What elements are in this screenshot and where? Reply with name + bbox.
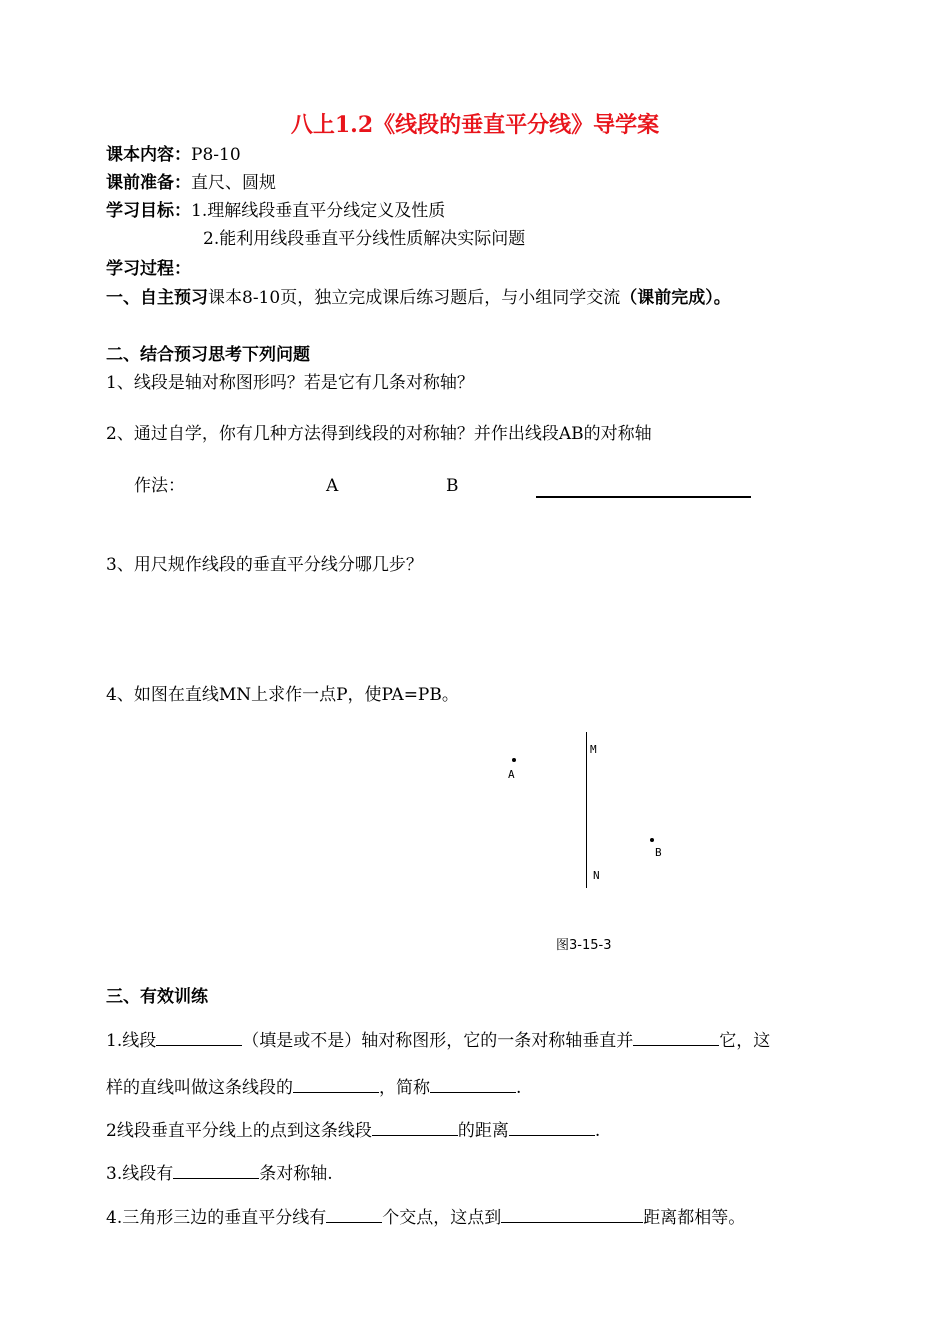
content-value: P8-10: [191, 145, 241, 165]
exercise-4-text-b: 个交点，这点到: [382, 1208, 502, 1228]
exercise-2-text-end: .: [594, 1121, 601, 1141]
exercise-1-text-a: 1.线段: [106, 1031, 157, 1051]
question-1: 1、线段是轴对称图形吗？若是它有几条对称轴？: [106, 373, 474, 393]
goal-row: [106, 203, 445, 220]
section3-heading: 三、有效训练: [106, 987, 208, 1007]
answer-line: [536, 496, 751, 498]
exercise-1-text-b: （填是或不是）轴对称图形，它的一条对称轴垂直并: [242, 1031, 634, 1051]
section1-row: [106, 290, 731, 307]
goal-item-2: 2.能利用线段垂直平分线性质解决实际问题: [203, 229, 526, 249]
exercise-1-blank-1[interactable]: [156, 1030, 242, 1046]
section1-heading: 一、自主预习: [106, 288, 208, 308]
exercise-2-blank-1[interactable]: [372, 1120, 458, 1136]
line-mn: [586, 732, 587, 888]
figure-label-a: A: [508, 768, 515, 781]
question-3: 3、用尺规作线段的垂直平分线分哪几步？: [106, 555, 423, 575]
exercise-1-line-1: [106, 1030, 770, 1050]
figure-label-n: N: [593, 869, 600, 882]
section1-text: 课本8-10页，独立完成课后练习题后，与小组同学交流: [208, 288, 621, 308]
figure-caption: 图3-15-3: [556, 938, 612, 953]
section1-emphasis: （课前完成）。: [620, 288, 731, 308]
exercise-1-text-d: 样的直线叫做这条线段的: [106, 1078, 293, 1098]
exercise-4-text-a: 4.三角形三边的垂直平分线有: [106, 1208, 327, 1228]
point-a-label: A: [326, 476, 339, 496]
exercise-1-text-c: 它，这: [719, 1031, 771, 1051]
exercise-3-text-a: 3.线段有: [106, 1164, 174, 1184]
figure-label-b: B: [655, 846, 662, 859]
exercise-1-blank-2[interactable]: [633, 1030, 719, 1046]
process-label: 学习过程：: [106, 259, 191, 279]
exercise-2: [106, 1120, 600, 1140]
exercise-1-line-2: [106, 1077, 521, 1097]
content-label: 课本内容：: [106, 145, 191, 165]
exercise-2-text-a: 2线段垂直平分线上的点到这条线段: [106, 1121, 372, 1141]
exercise-2-text-b: 的距离: [457, 1121, 509, 1141]
goal-label: 学习目标：: [106, 201, 191, 221]
prep-row: [106, 175, 276, 192]
prep-value: 直尺、圆规: [191, 173, 276, 193]
exercise-1-blank-3[interactable]: [293, 1077, 379, 1093]
exercise-4-blank-2[interactable]: [501, 1207, 643, 1223]
figure-label-m: M: [590, 743, 597, 756]
exercise-3: [106, 1163, 333, 1183]
exercise-1-text-end: .: [516, 1078, 522, 1098]
exercise-3-text-b: 条对称轴.: [259, 1164, 333, 1184]
exercise-4: [106, 1207, 745, 1227]
question-4: 4、如图在直线MN上求作一点P，使PA=PB。: [106, 685, 459, 705]
goal-item-1: 1.理解线段垂直平分线定义及性质: [191, 201, 446, 221]
exercise-1-blank-4[interactable]: [430, 1077, 516, 1093]
point-b-label: B: [446, 476, 459, 496]
exercise-2-blank-2[interactable]: [509, 1120, 595, 1136]
prep-label: 课前准备：: [106, 173, 191, 193]
point-a-dot: [512, 758, 516, 762]
page-title: 八上1.2《线段的垂直平分线》导学案: [290, 112, 660, 138]
point-b-dot: [650, 838, 654, 842]
exercise-3-blank[interactable]: [173, 1163, 259, 1179]
exercise-1-text-e: ，简称: [379, 1078, 430, 1098]
content-row: [106, 147, 241, 164]
exercise-4-blank-1[interactable]: [326, 1207, 382, 1223]
section2-heading: 二、结合预习思考下列问题: [106, 345, 310, 365]
question-2: 2、通过自学，你有几种方法得到线段的对称轴？并作出线段AB的对称轴: [106, 424, 652, 444]
method-label: 作法：: [134, 476, 185, 496]
exercise-4-text-c: 距离都相等。: [643, 1208, 746, 1228]
